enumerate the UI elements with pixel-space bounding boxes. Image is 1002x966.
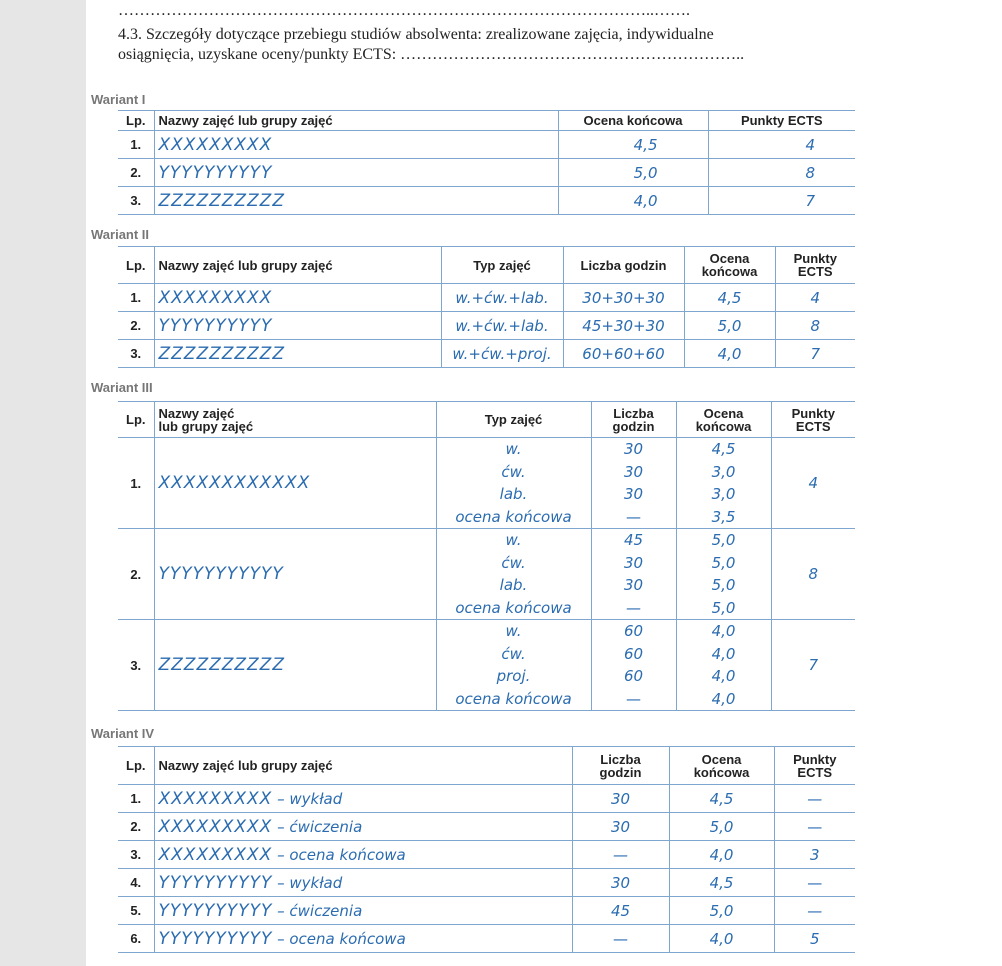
- ects-points: —: [774, 813, 855, 841]
- final-grade: 3,0: [711, 485, 736, 503]
- course-name: [154, 841, 572, 869]
- final-grade-list: [676, 620, 771, 711]
- course-name: ZZZZZZZZZZ: [154, 340, 441, 368]
- row-number: 1.: [118, 785, 154, 813]
- ects-points: —: [774, 869, 855, 897]
- course-part: – ćwiczenia: [272, 901, 363, 920]
- wariant2-header-row: [118, 247, 855, 284]
- course-name: ZZZZZZZZZZ: [154, 620, 436, 711]
- course-code: XXXXXXXXX: [158, 788, 273, 809]
- header-type: Typ zajęć: [436, 402, 591, 438]
- final-grade: 4,5: [669, 785, 774, 813]
- class-type: w.+ćw.+lab.: [441, 312, 563, 340]
- hours-count: —: [572, 841, 669, 869]
- final-grade: 4,0: [669, 925, 774, 953]
- header-hours: Liczba godzin: [591, 402, 676, 438]
- ects-points: —: [774, 785, 855, 813]
- ects-points: 8: [775, 312, 855, 340]
- hours-count: 30: [623, 485, 644, 503]
- course-name: [154, 869, 572, 897]
- header-hours: Liczba godzin: [572, 747, 669, 785]
- hours-count: 30: [623, 553, 644, 572]
- hours-count: 30: [623, 462, 644, 481]
- class-type: lab.: [499, 485, 528, 503]
- class-type: ocena końcowa: [455, 598, 572, 617]
- header-grade: Ocena końcowa: [684, 247, 775, 284]
- hours-count: 30: [623, 576, 644, 594]
- row-number: 1.: [118, 438, 154, 529]
- hours-count-list: [591, 438, 676, 529]
- table-row: [118, 841, 855, 869]
- row-number: 3.: [118, 620, 154, 711]
- final-grade: 3,5: [711, 507, 736, 526]
- class-type-list: [436, 620, 591, 711]
- final-grade: 4,0: [669, 841, 774, 869]
- final-grade: 5,0: [669, 813, 774, 841]
- course-name: XXXXXXXXX: [154, 284, 441, 312]
- hours-count: —: [626, 689, 641, 708]
- table-row: [118, 438, 855, 529]
- course-code: YYYYYYYYYY: [158, 900, 273, 921]
- table-row: [118, 340, 855, 368]
- header-lp: Lp.: [118, 747, 154, 785]
- wariant1-header-row: [118, 111, 855, 131]
- hours-count: —: [626, 507, 641, 526]
- final-grade: 5,0: [669, 897, 774, 925]
- course-part: – ocena końcowa: [272, 845, 406, 864]
- row-number: 3.: [118, 187, 154, 215]
- wariant3-label: Wariant III: [91, 380, 153, 395]
- class-type: ocena końcowa: [455, 689, 572, 708]
- course-name: XXXXXXXXXXXX: [154, 438, 436, 529]
- final-grade: 4,0: [711, 689, 736, 708]
- course-name: YYYYYYYYYY: [154, 159, 558, 187]
- header-hours: Liczba godzin: [563, 247, 684, 284]
- table-row: [118, 284, 855, 312]
- hours-count: 60+60+60: [563, 340, 684, 368]
- header-name: Nazwy zajęć lub grupy zajęć: [154, 747, 572, 785]
- class-type: lab.: [499, 576, 528, 594]
- row-number: 1.: [118, 131, 154, 159]
- class-type-list: [436, 529, 591, 620]
- course-name: [154, 897, 572, 925]
- course-name: [154, 813, 572, 841]
- row-number: 3.: [118, 340, 154, 368]
- row-number: 1.: [118, 284, 154, 312]
- final-grade: 5,0: [711, 553, 736, 572]
- header-grade: Ocena końcowa: [676, 402, 771, 438]
- hours-count: 60: [623, 667, 644, 685]
- table-row: [118, 813, 855, 841]
- course-part: – ocena końcowa: [272, 929, 406, 948]
- table-row: [118, 925, 855, 953]
- course-part: – wykład: [272, 873, 343, 892]
- final-grade: 5,0: [558, 159, 708, 187]
- hours-count: 60: [623, 622, 644, 640]
- class-type: w.: [505, 531, 522, 549]
- row-number: 2.: [118, 813, 154, 841]
- final-grade: 4,0: [711, 644, 736, 663]
- table-row: [118, 529, 855, 620]
- course-name: [154, 925, 572, 953]
- table-row: [118, 131, 855, 159]
- wariant4-header-row: [118, 747, 855, 785]
- wariant4-table: [118, 746, 855, 953]
- final-grade: 4,5: [669, 869, 774, 897]
- wariant2-table: [118, 246, 855, 368]
- header-lp: Lp.: [118, 402, 154, 438]
- section-heading-line2: osiągnięcia, uzyskane oceny/punkty ECTS: ………………………………………………………..: [118, 46, 745, 63]
- header-ects: Punkty ECTS: [708, 111, 855, 131]
- ects-points: 8: [771, 529, 855, 620]
- wariant1-table: [118, 110, 855, 215]
- ects-points: 4: [708, 131, 855, 159]
- ects-points: 7: [771, 620, 855, 711]
- hours-count: 30: [623, 440, 644, 458]
- row-number: 3.: [118, 841, 154, 869]
- course-part: – wykład: [272, 789, 343, 808]
- ects-points: 5: [774, 925, 855, 953]
- course-code: YYYYYYYYYY: [158, 928, 273, 949]
- table-row: [118, 897, 855, 925]
- header-ects: Punkty ECTS: [774, 747, 855, 785]
- ects-points: —: [774, 897, 855, 925]
- hours-count-list: [591, 620, 676, 711]
- ects-points: 3: [774, 841, 855, 869]
- hours-count: 45+30+30: [563, 312, 684, 340]
- header-name: Nazwy zajęć lub grupy zajęć: [154, 111, 558, 131]
- hours-count: 30: [572, 785, 669, 813]
- table-row: [118, 312, 855, 340]
- ects-points: 7: [775, 340, 855, 368]
- header-ects: Punkty ECTS: [771, 402, 855, 438]
- class-type: ćw.: [501, 644, 526, 663]
- class-type: w.: [505, 622, 522, 640]
- course-code: YYYYYYYYYY: [158, 872, 273, 893]
- ects-points: 4: [771, 438, 855, 529]
- header-name: Nazwy zajęć lub grupy zajęć: [154, 247, 441, 284]
- final-grade-list: [676, 438, 771, 529]
- course-name: [154, 785, 572, 813]
- row-number: 2.: [118, 312, 154, 340]
- class-type: proj.: [496, 667, 531, 685]
- hours-count: 30+30+30: [563, 284, 684, 312]
- final-grade: 4,0: [558, 187, 708, 215]
- class-type: ćw.: [501, 553, 526, 572]
- final-grade: 4,5: [558, 131, 708, 159]
- ects-points: 7: [708, 187, 855, 215]
- wariant3-table: [118, 401, 855, 711]
- table-row: [118, 159, 855, 187]
- wariant4-label: Wariant IV: [91, 726, 155, 741]
- header-lp: Lp.: [118, 111, 154, 131]
- hours-count: 60: [623, 644, 644, 663]
- wariant1-label: Wariant I: [91, 92, 146, 107]
- header-name: Nazwy zajęć lub grupy zajęć: [154, 402, 436, 438]
- ects-points: 8: [708, 159, 855, 187]
- course-code: XXXXXXXXX: [158, 844, 273, 865]
- final-grade: 4,5: [684, 284, 775, 312]
- hours-count: 45: [572, 897, 669, 925]
- final-grade: 5,0: [684, 312, 775, 340]
- final-grade: 4,0: [711, 622, 736, 640]
- row-number: 4.: [118, 869, 154, 897]
- final-grade: 3,0: [711, 462, 736, 481]
- class-type: ocena końcowa: [455, 507, 572, 526]
- hours-count: —: [572, 925, 669, 953]
- final-grade: 4,0: [711, 667, 736, 685]
- header-lp: Lp.: [118, 247, 154, 284]
- header-grade: Ocena końcowa: [558, 111, 708, 131]
- hours-count-list: [591, 529, 676, 620]
- row-number: 2.: [118, 529, 154, 620]
- class-type: w.+ćw.+proj.: [441, 340, 563, 368]
- hours-count: —: [626, 598, 641, 617]
- course-name: YYYYYYYYYY: [154, 312, 441, 340]
- class-type: w.: [505, 440, 522, 458]
- wariant3-header-row: [118, 402, 855, 438]
- class-type: w.+ćw.+lab.: [441, 284, 563, 312]
- final-grade: 4,5: [711, 440, 736, 458]
- table-row: [118, 187, 855, 215]
- final-grade: 5,0: [711, 598, 736, 617]
- dotted-line: ………………………………………………………………………………………..…….: [118, 2, 690, 19]
- course-part: – ćwiczenia: [272, 817, 363, 836]
- final-grade: 4,0: [684, 340, 775, 368]
- table-row: [118, 620, 855, 711]
- row-number: 6.: [118, 925, 154, 953]
- header-type: Typ zajęć: [441, 247, 563, 284]
- wariant2-label: Wariant II: [91, 227, 150, 242]
- class-type: ćw.: [501, 462, 526, 481]
- header-grade: Ocena końcowa: [669, 747, 774, 785]
- final-grade-list: [676, 529, 771, 620]
- header-ects: Punkty ECTS: [775, 247, 855, 284]
- final-grade: 5,0: [711, 531, 736, 549]
- row-number: 2.: [118, 159, 154, 187]
- hours-count: 30: [572, 869, 669, 897]
- hours-count: 30: [572, 813, 669, 841]
- course-name: XXXXXXXXX: [154, 131, 558, 159]
- row-number: 5.: [118, 897, 154, 925]
- course-code: XXXXXXXXX: [158, 816, 273, 837]
- section-heading-line1: 4.3. Szczegóły dotyczące przebiegu studiów absolwenta: zrealizowane zajęcia, indywidualne: [118, 26, 714, 43]
- class-type-list: [436, 438, 591, 529]
- course-name: ZZZZZZZZZZ: [154, 187, 558, 215]
- hours-count: 45: [623, 531, 644, 549]
- final-grade: 5,0: [711, 576, 736, 594]
- table-row: [118, 785, 855, 813]
- table-row: [118, 869, 855, 897]
- course-name: YYYYYYYYYYY: [154, 529, 436, 620]
- ects-points: 4: [775, 284, 855, 312]
